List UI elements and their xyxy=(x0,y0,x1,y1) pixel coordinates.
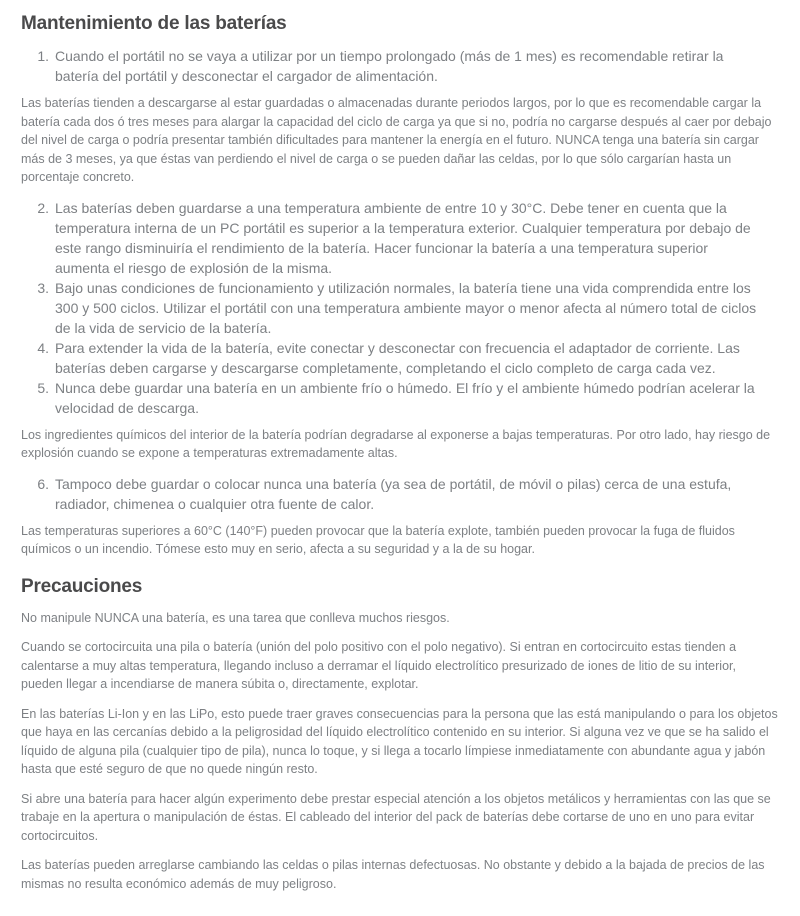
list-item-number: 2. xyxy=(37,199,49,216)
list-item-text: Nunca debe guardar una batería en un ambiente frío o húmedo. El frío y el ambiente húmedo podrían acelerar la velocidad de descarga. xyxy=(55,379,755,416)
paragraph-precaution-intro: No manipule NUNCA una batería, es una tarea que conlleva muchos riesgos. xyxy=(21,610,450,625)
maintenance-list-part2 xyxy=(21,198,779,418)
list-item-text: Tampoco debe guardar o colocar nunca una batería (ya sea de portátil, de móvil o pilas) cerca de una estufa, radiador, chimenea o cualquier otra fuente de calor. xyxy=(55,475,732,512)
paragraph-chemicals-note: Los ingredientes químicos del interior de la batería podrían degradarse al exponerse a bajas temperaturas. Por otro lado, hay riesgo de explosión cuando se expone a temperaturas extremadamente altas. xyxy=(21,427,771,460)
list-item-text: Las baterías deben guardarse a una temperatura ambiente de entre 10 y 30°C. Debe tener en cuenta que la temperatura interna de un PC portátil es superior a la temperatura exterior. Cualquier temperatura por debajo de este rango disminuiría el rendimiento de la batería. Hacer funcionar la batería a una temperatura superior aumenta el riesgo de explosión de la misma. xyxy=(55,199,751,276)
list-item-5 xyxy=(21,378,779,418)
paragraph-open-battery: Si abre una batería para hacer algún experimento debe prestar especial atención a los objetos metálicos y herramientas con las que se trabaje en la apertura o manipulación de éstas. El cableado del interior del pack de baterías debe cortarse de uno en uno para evitar cortocircuitos. xyxy=(21,791,771,843)
list-item-text: Para extender la vida de la batería, evite conectar y desconectar con frecuencia el adaptador de corriente. Las baterías deben cargarse y descargarse completamente, completando el ciclo completo de carga cada vez. xyxy=(55,339,740,376)
list-item-text: Bajo unas condiciones de funcionamiento y utilización normales, la batería tiene una vida comprendida entre los 300 y 500 ciclos. Utilizar el portátil con una temperatura ambiente mayor o menor afecta al número total de ciclos de la vida de servicio de la batería. xyxy=(55,279,757,336)
list-item-number: 5. xyxy=(37,379,49,396)
list-item-1 xyxy=(21,46,779,86)
list-item-number: 6. xyxy=(37,475,49,492)
maintenance-list-part1 xyxy=(21,46,779,86)
list-item-4 xyxy=(21,338,779,378)
list-item-2 xyxy=(21,198,779,278)
list-item-number: 1. xyxy=(37,48,49,64)
paragraph-storage-note: Las baterías tienden a descargarse al estar guardadas o almacenadas durante periodos largos, por lo que es recomendable cargar la batería cada dos ó tres meses para alargar la capacidad del ciclo de carga ya que si no, podría no cargarse después al caer por debajo del nivel de carga o podría presentar también dificultades para mantener la energía en el futuro. NUNCA tenga una batería sin cargar más de 3 meses, ya que éstas van perdiendo el nivel de carga o se pueden dañar las celdas, por lo que sólo cargarían hasta un porcentaje concreto. xyxy=(21,96,772,184)
paragraph-heat-warning: Las temperaturas superiores a 60°C (140°F) pueden provocar que la batería explote, también pueden provocar la fuga de fluidos químicos o un incendio. Tómese esto muy en serio, afecta a su seguridad y a la de su hogar. xyxy=(21,523,735,556)
section-heading-maintenance: Mantenimiento de las baterías xyxy=(21,13,287,34)
list-item-3 xyxy=(21,278,779,338)
paragraph-liion-lipo: En las baterías Li-Ion y en las LiPo, esto puede traer graves consecuencias para la persona que las está manipulando o para los objetos que haya en las cercanías debido a la peligrosidad del líquido electrolítico contenido en su interior. Si alguna vez ve que se ha salido el líquido de alguna pila (cualquier tipo de pila), nunca lo toque, y si llega a tocarlo límpiese inmediatamente con abundante agua y jabón hasta que esté seguro de que no quede ningún resto. xyxy=(21,706,778,776)
list-item-6 xyxy=(21,474,779,514)
paragraph-repair: Las baterías pueden arreglarse cambiando las celdas o pilas internas defectuosas. No obstante y debido a la bajada de precios de las mismas no resulta económico además de muy peligroso. xyxy=(21,858,765,891)
maintenance-list-part3 xyxy=(21,474,779,514)
paragraph-shortcircuit: Cuando se cortocircuita una pila o batería (unión del polo positivo con el polo negativo). Si entran en cortocircuito estas tienden a calentarse a muy altas temperatura, llegando incluso a derramar el líquido electrolítico presurizado de iones de litio de su interior, pueden llegar a incendiarse de manera súbita o, directamente, explotar. xyxy=(21,640,737,691)
list-item-number: 3. xyxy=(37,279,49,296)
section-heading-precautions: Precauciones xyxy=(21,575,143,597)
list-item-number: 4. xyxy=(37,339,49,356)
list-item-text: Cuando el portátil no se vaya a utilizar por un tiempo prolongado (más de 1 mes) es recomendable retirar la batería del portátil y desconectar el cargador de alimentación. xyxy=(55,48,724,84)
